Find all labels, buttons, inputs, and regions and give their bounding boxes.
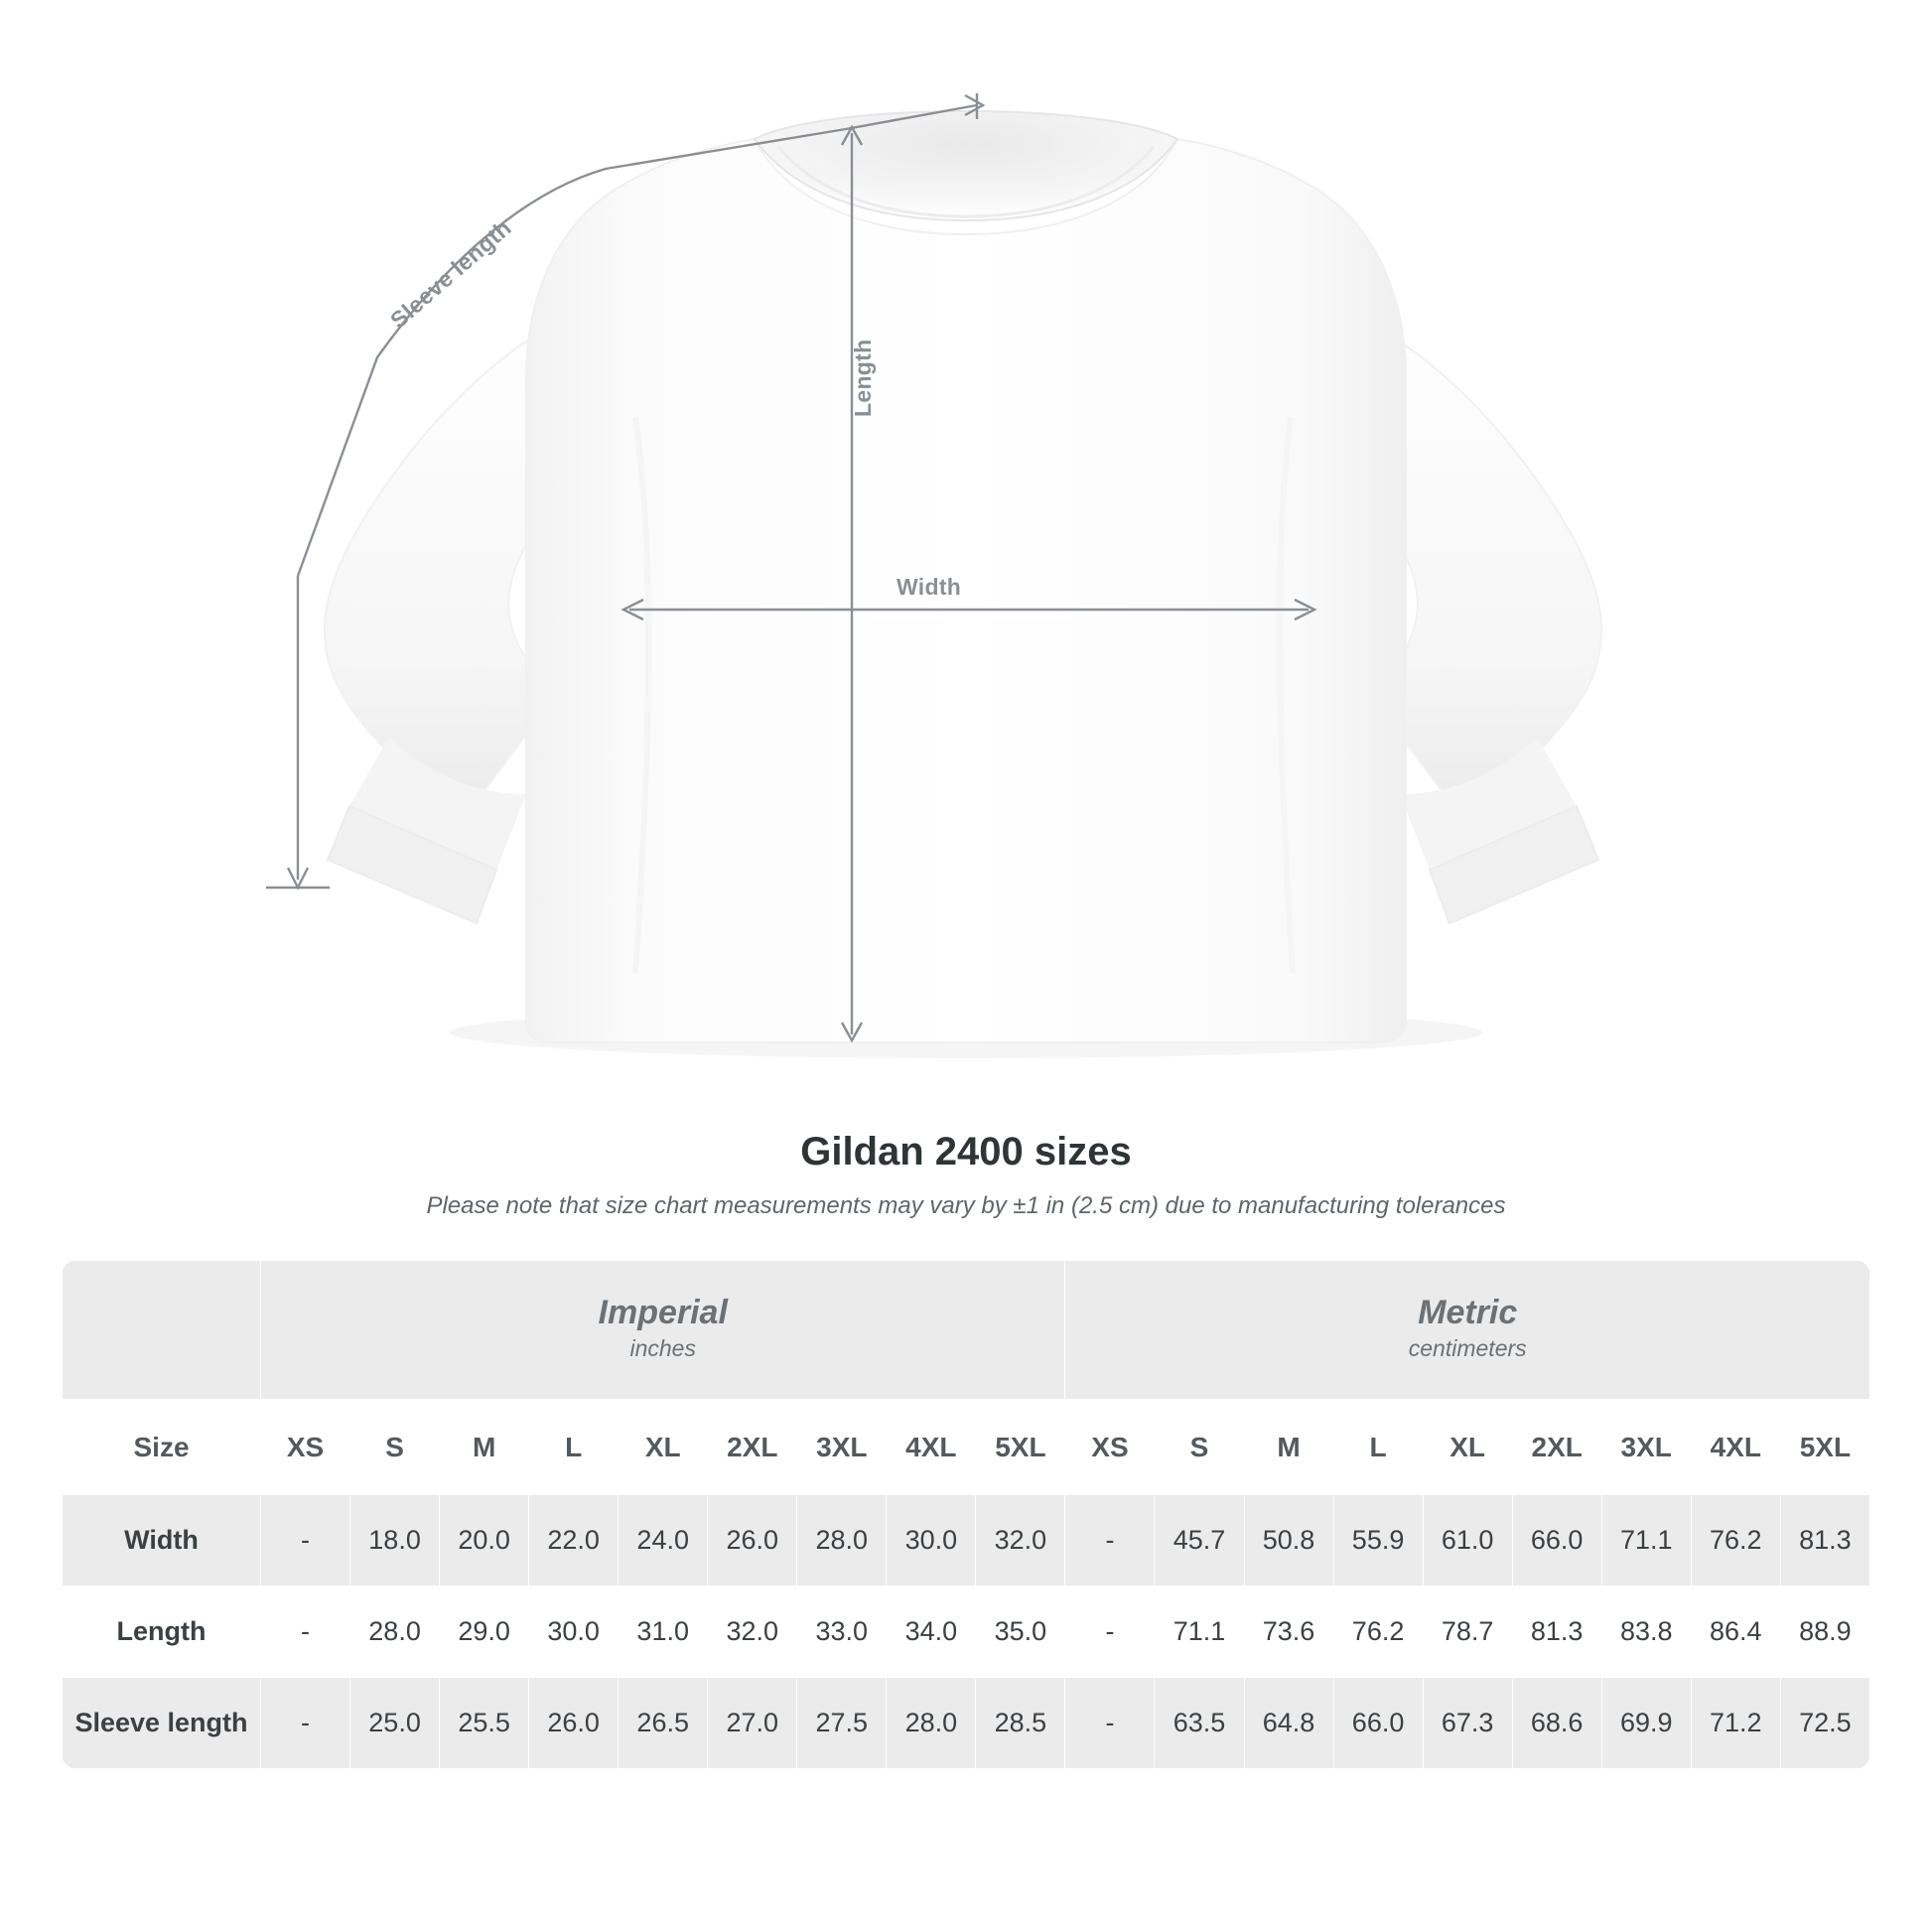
cell: 81.3 <box>1512 1587 1601 1678</box>
size-column-header: M <box>1244 1400 1333 1495</box>
unit-group-imperial-name: Imperial <box>598 1293 728 1331</box>
cell: 31.0 <box>619 1587 708 1678</box>
unit-group-imperial <box>261 1261 1065 1400</box>
cell: 81.3 <box>1780 1495 1869 1587</box>
size-column-header: XS <box>1065 1400 1155 1495</box>
cell: 26.5 <box>619 1678 708 1769</box>
cell: 66.0 <box>1512 1495 1601 1587</box>
size-column-header: XS <box>261 1400 350 1495</box>
page-title: Gildan 2400 sizes <box>800 1130 1132 1173</box>
cell: 34.0 <box>887 1587 976 1678</box>
size-column-header: M <box>440 1400 529 1495</box>
size-column-header: L <box>1333 1400 1423 1495</box>
table-row <box>63 1495 1870 1587</box>
size-column-header: 5XL <box>976 1400 1065 1495</box>
cell: 28.0 <box>887 1678 976 1769</box>
size-column-header: XL <box>1423 1400 1512 1495</box>
size-column-header: 4XL <box>887 1400 976 1495</box>
cell: 71.1 <box>1601 1495 1691 1587</box>
cell: 28.0 <box>350 1587 440 1678</box>
unit-group-metric-name: Metric <box>1418 1293 1518 1331</box>
cell: - <box>261 1587 350 1678</box>
cell: 32.0 <box>976 1495 1065 1587</box>
unit-group-row <box>63 1261 1870 1400</box>
cell: 26.0 <box>529 1678 619 1769</box>
cell: 71.1 <box>1155 1587 1244 1678</box>
unit-group-metric <box>1065 1261 1870 1400</box>
cell: 28.5 <box>976 1678 1065 1769</box>
cell: 45.7 <box>1155 1495 1244 1587</box>
cell: 78.7 <box>1423 1587 1512 1678</box>
size-column-header: S <box>1155 1400 1244 1495</box>
row-label-width: Width <box>63 1495 261 1587</box>
width-dimension-label: Width <box>897 574 962 600</box>
cell: 63.5 <box>1155 1678 1244 1769</box>
tolerance-note: Please note that size chart measurements may vary by ±1 in (2.5 cm) due to manufacturing tolerances <box>426 1192 1506 1219</box>
size-column-header: 2XL <box>1512 1400 1601 1495</box>
size-column-header: 3XL <box>797 1400 887 1495</box>
cell: 72.5 <box>1780 1678 1869 1769</box>
size-header-label: Size <box>63 1400 261 1495</box>
size-column-header: 4XL <box>1691 1400 1780 1495</box>
cell: 20.0 <box>440 1495 529 1587</box>
cell: - <box>261 1495 350 1587</box>
cell: 83.8 <box>1601 1587 1691 1678</box>
cell: 30.0 <box>887 1495 976 1587</box>
cell: 88.9 <box>1780 1587 1869 1678</box>
title-block <box>0 1130 1932 1220</box>
row-label-sleeve-length: Sleeve length <box>63 1678 261 1769</box>
cell: 64.8 <box>1244 1678 1333 1769</box>
cell: 18.0 <box>350 1495 440 1587</box>
table-row <box>63 1587 1870 1678</box>
cell: 50.8 <box>1244 1495 1333 1587</box>
cell: 71.2 <box>1691 1678 1780 1769</box>
size-column-header: 3XL <box>1601 1400 1691 1495</box>
size-column-header: S <box>350 1400 440 1495</box>
cell: 68.6 <box>1512 1678 1601 1769</box>
sleeve-length-dimension-label: Sleeve length <box>385 214 516 334</box>
cell: 73.6 <box>1244 1587 1333 1678</box>
unit-group-imperial-sub: inches <box>629 1334 696 1361</box>
cell: 27.5 <box>797 1678 887 1769</box>
size-column-header: 5XL <box>1780 1400 1869 1495</box>
cell: - <box>261 1678 350 1769</box>
size-header-row <box>63 1400 1870 1495</box>
cell: 22.0 <box>529 1495 619 1587</box>
cell: 27.0 <box>708 1678 797 1769</box>
size-column-header: 2XL <box>708 1400 797 1495</box>
cell: 76.2 <box>1333 1587 1423 1678</box>
cell: 26.0 <box>708 1495 797 1587</box>
cell: 69.9 <box>1601 1678 1691 1769</box>
cell: 32.0 <box>708 1587 797 1678</box>
cell: 28.0 <box>797 1495 887 1587</box>
cell: - <box>1065 1495 1155 1587</box>
cell: - <box>1065 1587 1155 1678</box>
cell: 29.0 <box>440 1587 529 1678</box>
size-table-wrapper <box>62 1260 1870 1769</box>
cell: 66.0 <box>1333 1678 1423 1769</box>
cell: 24.0 <box>619 1495 708 1587</box>
cell: 86.4 <box>1691 1587 1780 1678</box>
cell: 30.0 <box>529 1587 619 1678</box>
unit-group-metric-sub: centimeters <box>1408 1334 1527 1361</box>
cell: 61.0 <box>1423 1495 1512 1587</box>
size-column-header: XL <box>619 1400 708 1495</box>
cell: 67.3 <box>1423 1678 1512 1769</box>
length-dimension-label: Length <box>850 339 876 417</box>
table-row <box>63 1678 1870 1769</box>
table-corner <box>63 1261 261 1400</box>
row-label-length: Length <box>63 1587 261 1678</box>
cell: 35.0 <box>976 1587 1065 1678</box>
size-column-header: L <box>529 1400 619 1495</box>
cell: - <box>1065 1678 1155 1769</box>
cell: 25.0 <box>350 1678 440 1769</box>
cell: 55.9 <box>1333 1495 1423 1587</box>
size-table <box>62 1260 1870 1769</box>
cell: 33.0 <box>797 1587 887 1678</box>
cell: 76.2 <box>1691 1495 1780 1587</box>
cell: 25.5 <box>440 1678 529 1769</box>
